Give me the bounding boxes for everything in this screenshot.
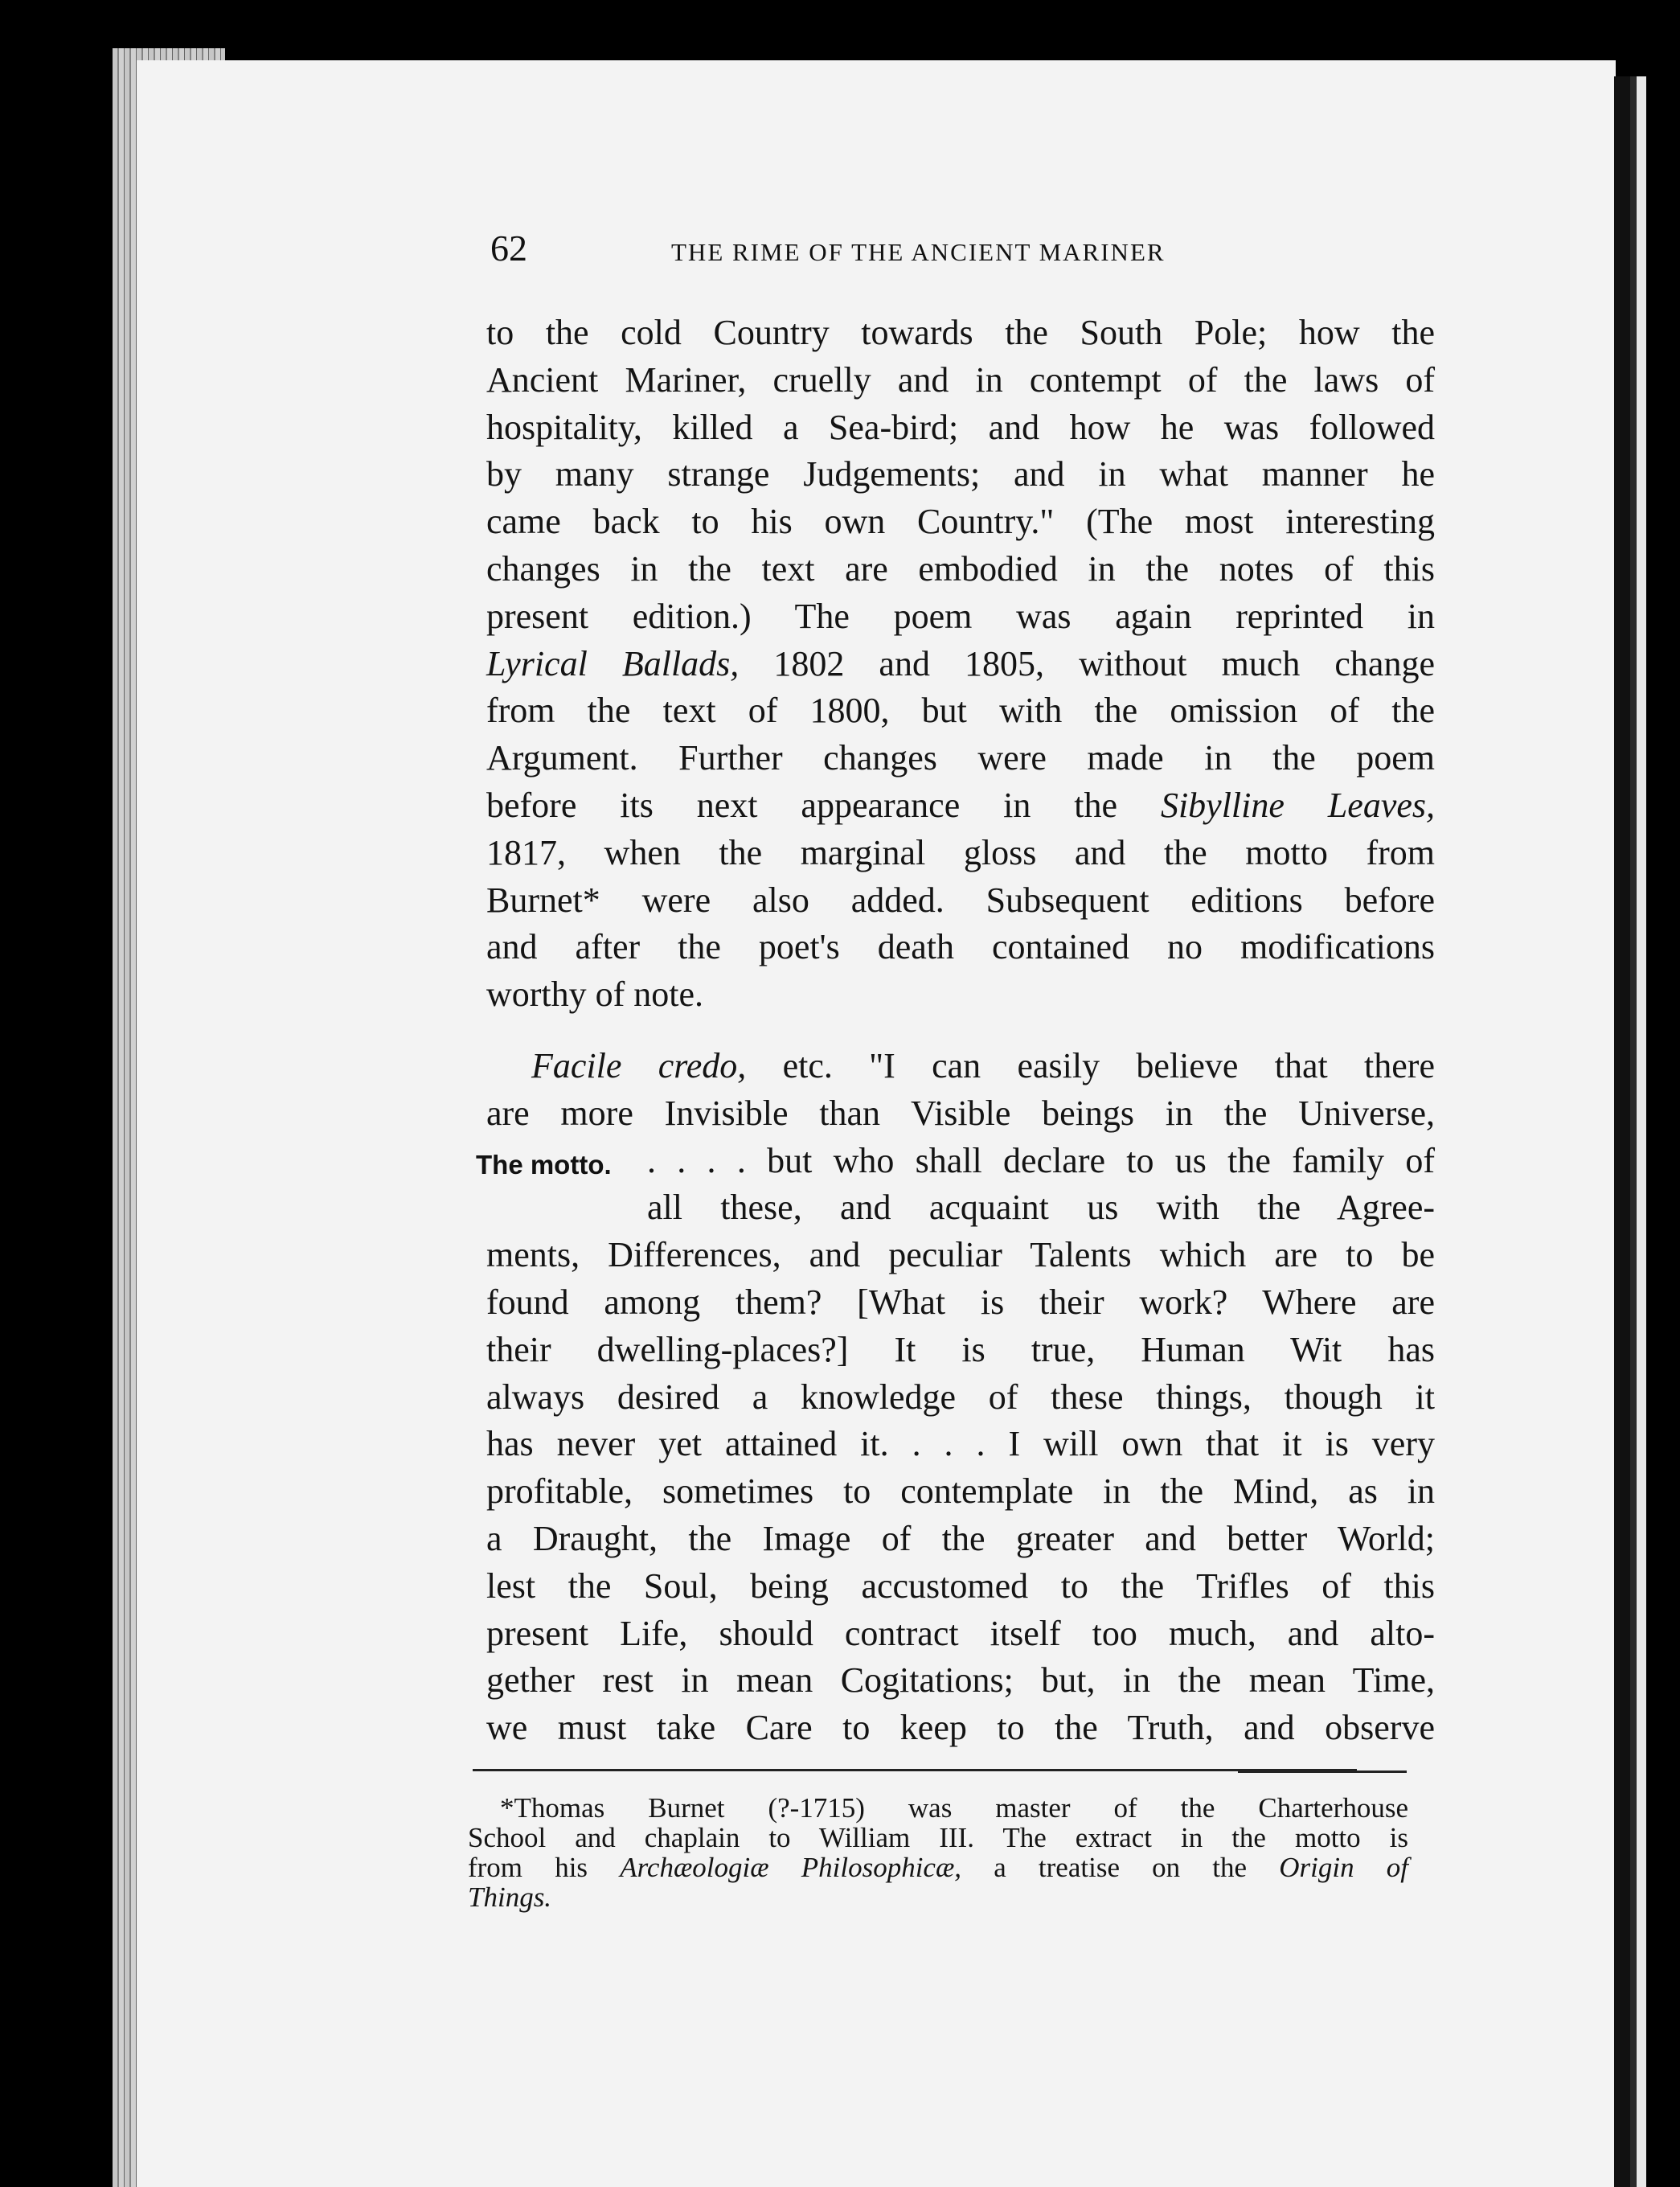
footnote-line: *Thomas Burnet (?-1715) was master of the Charterhouse — [500, 1792, 1408, 1824]
text-line: Burnet* were also added. Subsequent editions before — [486, 880, 1435, 920]
margin-note: The motto. — [476, 1150, 612, 1180]
text-fragment: 1802 and 1805, without much change — [739, 643, 1435, 683]
text-line: present edition.) The poem was again reprinted in — [486, 596, 1435, 636]
text-line: . . . . but who shall declare to us the family of — [647, 1140, 1435, 1180]
text-line — [486, 782, 1435, 830]
text-line: worthy of note. — [486, 975, 704, 1015]
book-spine-edge — [1614, 76, 1646, 2187]
text-line: lest the Soul, being accustomed to the Trifles of this — [486, 1565, 1435, 1606]
paragraph-1 — [486, 310, 1435, 1019]
text-line: changes in the text are embodied in the notes of this — [486, 548, 1435, 589]
paragraph-2 — [486, 1043, 1435, 1752]
italic-phrase: Facile credo, — [531, 1045, 747, 1085]
text-line: 1817, when the marginal gloss and the motto from — [486, 832, 1435, 872]
text-line: hospitality, killed a Sea-bird; and how he was followed — [486, 407, 1435, 447]
text-line: came back to his own Country." (The most interesting — [486, 502, 1435, 542]
text-fragment: from his — [468, 1852, 621, 1883]
text-line: to the cold Country towards the South Pole; how the — [486, 313, 1435, 352]
text-fragment: before its next appearance in the — [486, 785, 1161, 825]
text-line: has never yet attained it. . . . I will own that it is very — [486, 1424, 1435, 1464]
footnote-rule — [473, 1769, 1357, 1771]
footnote-rule-overlap — [1238, 1771, 1407, 1773]
text-line: their dwelling-places?] It is true, Human Wit has — [486, 1329, 1435, 1369]
page-header — [490, 227, 1375, 275]
text-line: gether rest in mean Cogitations; but, in the mean Time, — [486, 1660, 1435, 1701]
text-line: Argument. Further changes were made in the poem — [486, 738, 1435, 778]
page-number: 62 — [490, 228, 527, 269]
italic-title: Lyrical Ballads, — [486, 643, 740, 683]
text-line: always desired a knowledge of these things, though it — [486, 1377, 1435, 1417]
italic-title: Sibylline Leaves, — [1160, 785, 1436, 825]
text-line: by many strange Judgements; and in what manner he — [486, 454, 1435, 494]
italic-title: Things. — [468, 1881, 552, 1913]
text-line: present Life, should contract itself too much, and alto- — [486, 1613, 1435, 1653]
text-line: we must take Care to keep to the Truth, and observe — [486, 1708, 1435, 1748]
text-fragment: a treatise on the — [961, 1852, 1280, 1883]
text-line: all these, and acquaint us with the Agree- — [647, 1188, 1435, 1228]
text-line: are more Invisible than Visible beings in the Universe, — [486, 1093, 1435, 1133]
text-line: a Draught, the Image of the greater and better World; — [486, 1518, 1435, 1558]
text-line: found among them? [What is their work? Where are — [486, 1282, 1435, 1322]
body-text — [486, 310, 1435, 1752]
text-line — [486, 641, 1435, 688]
text-fragment: etc. "I can easily believe that there — [746, 1045, 1435, 1085]
italic-title: Archæologiæ Philosophicæ, — [620, 1852, 962, 1883]
text-line: profitable, sometimes to contemplate in the Mind, as in — [486, 1471, 1435, 1512]
footnote-line — [468, 1882, 1408, 1912]
footnote-line — [468, 1853, 1408, 1882]
text-line: and after the poet's death contained no modifications — [486, 927, 1435, 967]
text-line: Ancient Mariner, cruelly and in contempt of the laws of — [486, 359, 1435, 400]
text-line: from the text of 1800, but with the omission of the — [486, 691, 1435, 731]
italic-title: Origin of — [1279, 1852, 1408, 1883]
footnote-line: School and chaplain to William III. The extract in the motto is — [468, 1822, 1408, 1853]
text-line: ments, Differences, and peculiar Talents which are to be — [486, 1235, 1435, 1275]
running-head: THE RIME OF THE ANCIENT MARINER — [671, 238, 1166, 266]
footnote — [468, 1793, 1408, 1912]
text-line — [486, 1043, 1435, 1090]
